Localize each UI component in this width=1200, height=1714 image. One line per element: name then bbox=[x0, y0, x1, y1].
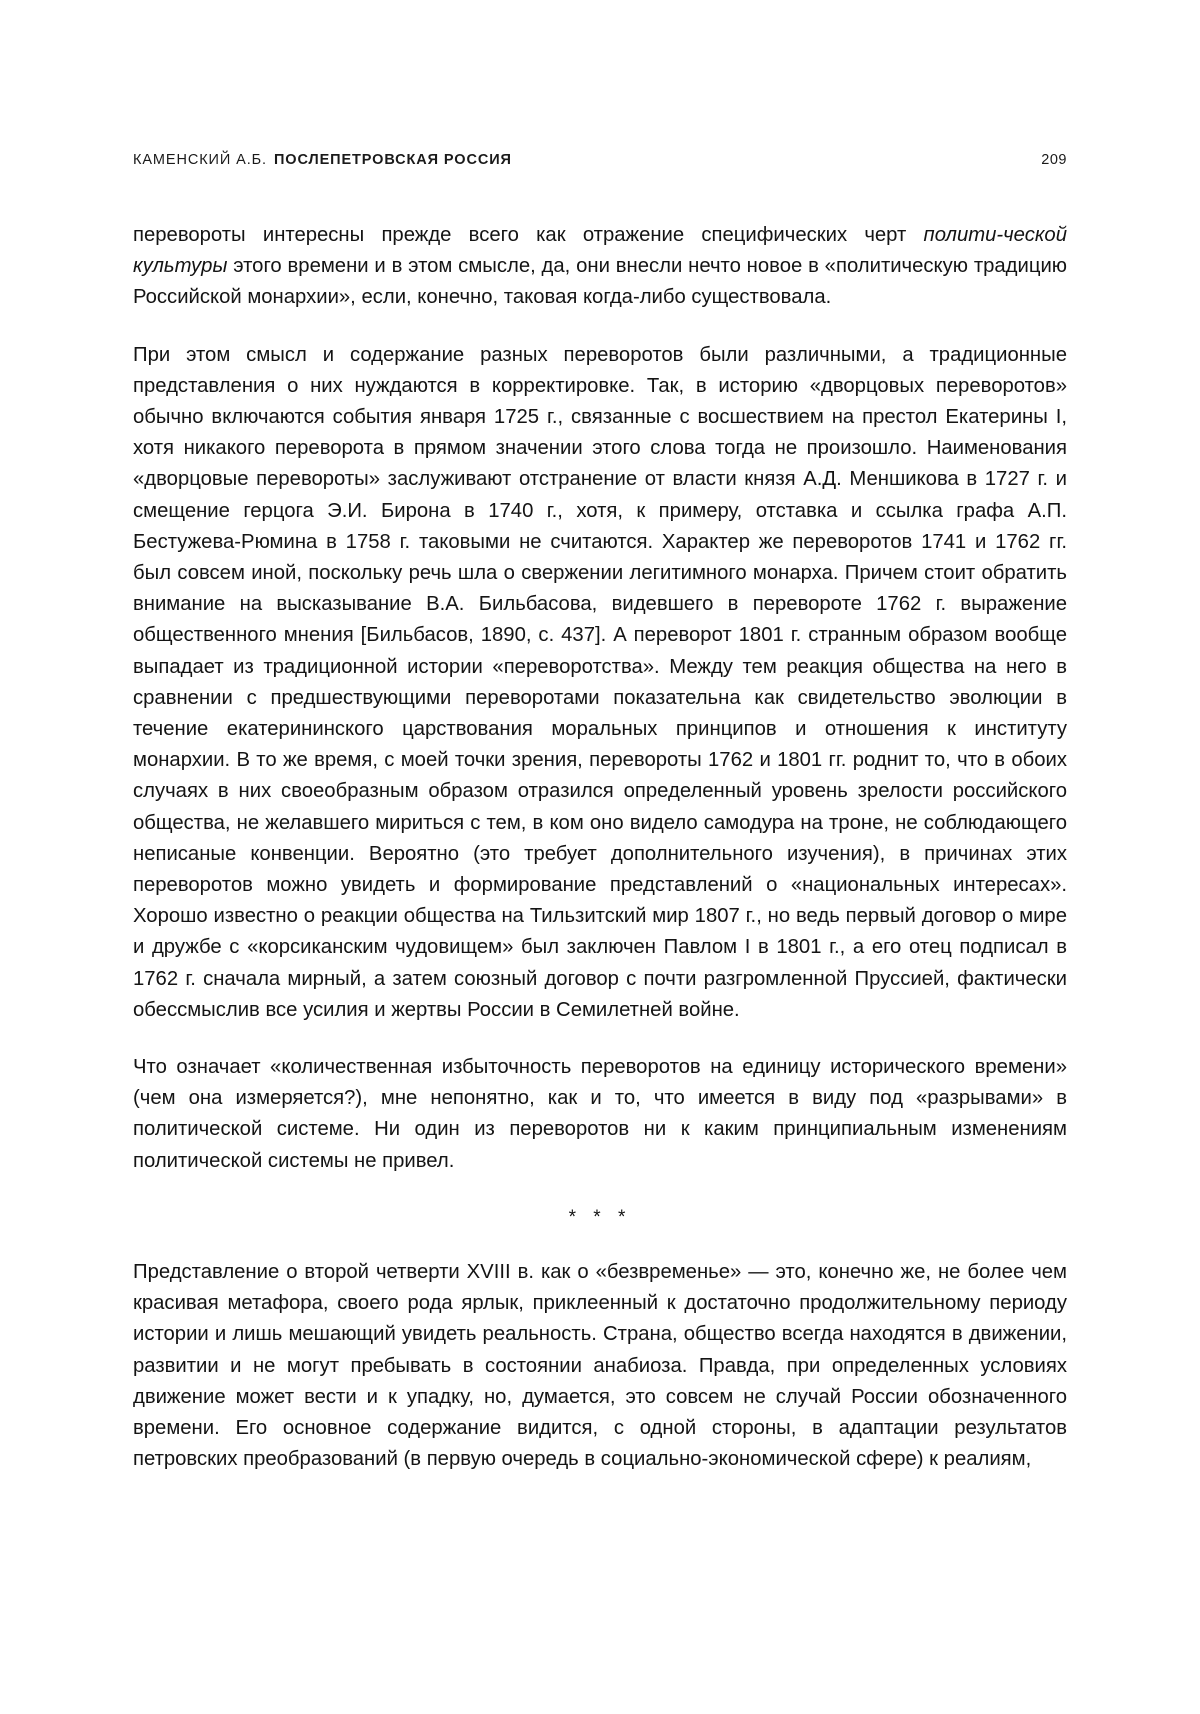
page-number: 209 bbox=[1041, 152, 1067, 168]
paragraph bbox=[133, 220, 1067, 314]
running-head-book-title: ПОСЛЕПЕТРОВСКАЯ РОССИЯ bbox=[273, 152, 512, 168]
paragraph-run: Представление о второй четверти XVIII в. как о «безвременье» — это, конечно же, не более чем красивая метафора, своего рода ярлык, приклеенный к достаточно продолжительному периоду истории и лишь мешающий увидеть реальность. Страна, общество всегда находятся в движении, развитии и не могут пребывать в состоянии анабиоза. Правда, при определенных условиях движение может вести и к упадку, но, думается, это совсем не случай России обозначенного времени. Его основное содержание видится, с одной стороны, в адаптации результатов петровских преобразований (в первую очередь в социально-экономической сфере) к реалиям, bbox=[133, 1260, 1067, 1471]
paragraph-run: этого времени и в этом смысле, да, они внесли нечто новое в «политическую традицию Российской монархии», если, конечно, таковая когда-либо существовала. bbox=[133, 255, 1067, 309]
paragraph-run-italic: полити-ческой культуры bbox=[133, 224, 1067, 278]
paragraph-run: Что означает «количественная избыточность переворотов на единицу исторического времени» (чем она измеряется?), мне непонятно, как и то, что имеется в виду под «разрывами» в политической системе. Ни один из переворотов ни к каким принципиальным изменениям политической системы не привел. bbox=[133, 1056, 1067, 1172]
body-text bbox=[133, 220, 1067, 1475]
paragraph bbox=[133, 1257, 1067, 1475]
running-head bbox=[133, 152, 1067, 168]
page-content bbox=[133, 0, 1067, 1475]
running-head-author: КАМЕНСКИЙ А.Б. bbox=[133, 152, 267, 168]
paragraph bbox=[133, 340, 1067, 1026]
paragraph-run: перевороты интересны прежде всего как отражение специфических черт bbox=[133, 224, 924, 246]
section-divider: * * * bbox=[568, 1206, 632, 1228]
running-head-left bbox=[133, 152, 512, 168]
paragraph bbox=[133, 1052, 1067, 1177]
paragraph-run: При этом смысл и содержание разных переворотов были различными, а традиционные представления о них нуждаются в корректировке. Так, в историю «дворцовых переворотов» обычно включаются события января 1725 г., связанные с восшествием на престол Екатерины I, хотя никакого переворота в прямом значении этого слова тогда не произошло. Наименования «дворцовые перевороты» заслуживают отстранение от власти князя А.Д. Меншикова в 1727 г. и смещение герцога Э.И. Бирона в 1740 г., хотя, к примеру, отставка и ссылка графа А.П. Бестужева-Рюмина в 1758 г. таковыми не считаются. Характер же переворотов 1741 и 1762 гг. был совсем иной, поскольку речь шла о свержении легитимного монарха. Причем стоит обратить внимание на высказывание В.А. Бильбасова, видевшего в перевороте 1762 г. выражение общественного мнения [Бильбасов, 1890, с. 437]. А переворот 1801 г. странным образом вообще выпадает из традиционной истории «переворотства». Между тем реакция общества на него в сравнении с предшествующими переворотами показательна как свидетельство эволюции в течение екатерининского царствования моральных принципов и отношения к институту монархии. В то же время, с моей точки зрения, перевороты 1762 и 1801 гг. роднит то, что в обоих случаях в них своеобразным образом отразился определенный уровень зрелости российского общества, не желавшего мириться с тем, в ком оно видело самодура на троне, не соблюдающего неписаные конвенции. Вероятно (это требует дополнительного изучения), в причинах этих переворотов можно увидеть и формирование представлений о «национальных интересах». Хорошо известно о реакции общества на Тильзитский мир 1807 г., но ведь первый договор о мире и дружбе с «корсиканским чудовищем» был заключен Павлом I в 1801 г., а его отец подписал в 1762 г. сначала мирный, а затем союзный договор с почти разгромленной Пруссией, фактически обессмыслив все усилия и жертвы России в Семилетней войне. bbox=[133, 343, 1067, 1021]
